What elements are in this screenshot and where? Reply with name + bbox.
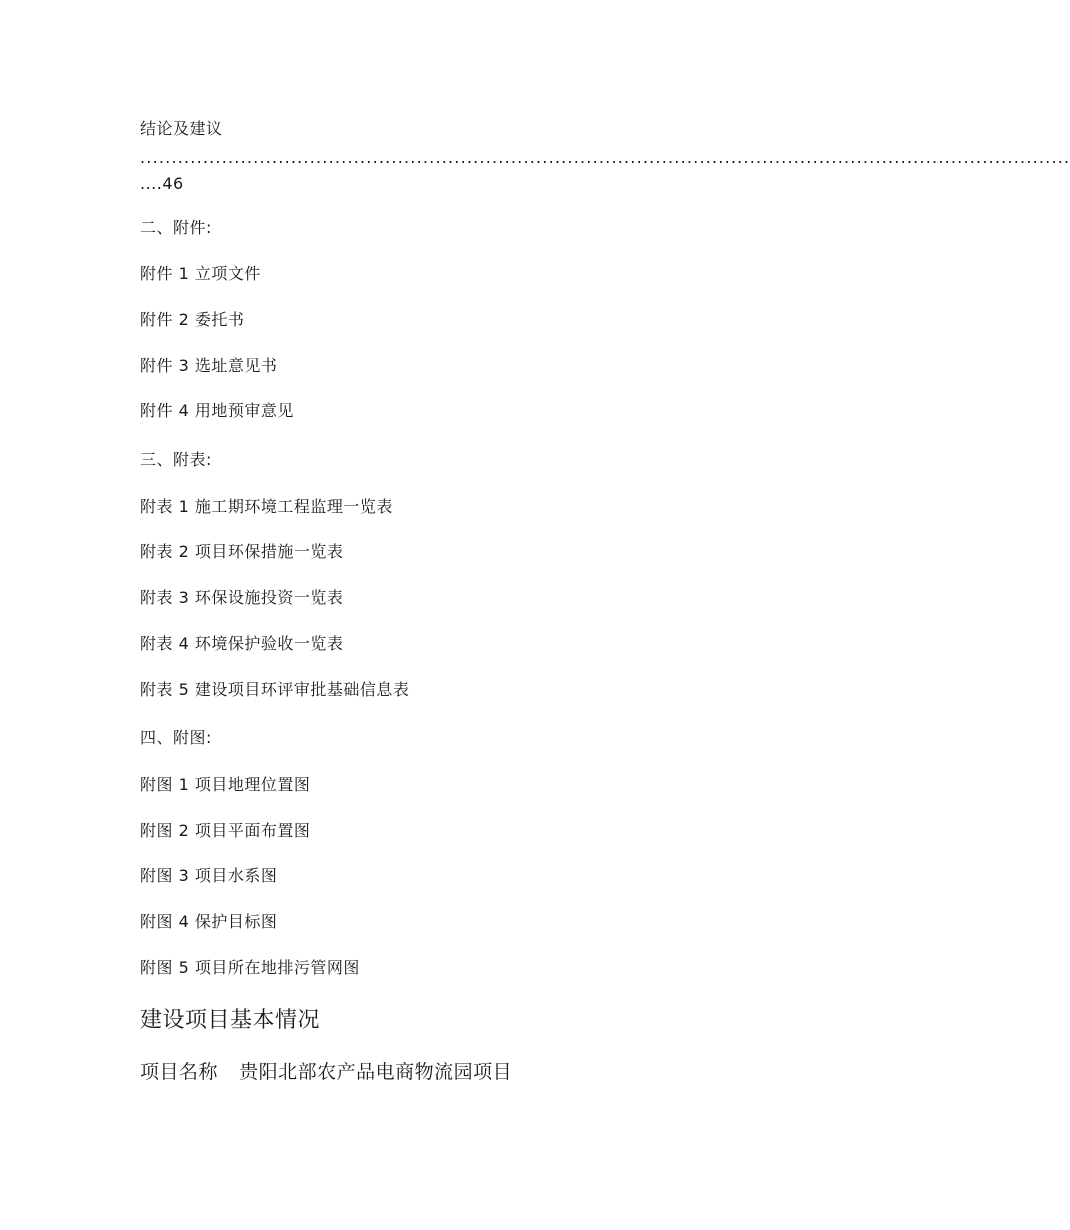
- attachments-heading: 二、附件:: [140, 218, 212, 237]
- table-item: 附表 2 项目环保措施一览表: [140, 542, 344, 561]
- figure-item: 附图 3 项目水系图: [140, 866, 278, 885]
- project-name-value: 贵阳北部农产品电商物流园项目: [239, 1061, 513, 1083]
- tables-heading: 三、附表:: [140, 450, 212, 469]
- figure-item: 附图 4 保护目标图: [140, 912, 278, 931]
- figure-item: 附图 5 项目所在地排污管网图: [140, 958, 360, 977]
- attachment-item: 附件 4 用地预审意见: [140, 401, 294, 420]
- attachment-item: 附件 3 选址意见书: [140, 356, 278, 375]
- table-item: 附表 3 环保设施投资一览表: [140, 588, 344, 607]
- figure-item: 附图 1 项目地理位置图: [140, 775, 311, 794]
- figures-heading: 四、附图:: [140, 728, 212, 747]
- attachment-item: 附件 2 委托书: [140, 310, 245, 329]
- project-name-row: [140, 1060, 512, 1084]
- figure-item: 附图 2 项目平面布置图: [140, 821, 311, 840]
- table-item: 附表 1 施工期环境工程监理一览表: [140, 497, 393, 516]
- toc-leader-dots: ....................................................................................................................................................: [140, 148, 1070, 167]
- table-item: 附表 5 建设项目环评审批基础信息表: [140, 680, 410, 699]
- toc-conclusion-page: ....46: [140, 174, 184, 193]
- attachment-item: 附件 1 立项文件: [140, 264, 261, 283]
- section-title: 建设项目基本情况: [140, 1008, 321, 1033]
- project-name-label: 项目名称: [140, 1061, 219, 1083]
- toc-conclusion-label: 结论及建议: [140, 119, 223, 138]
- table-item: 附表 4 环境保护验收一览表: [140, 634, 344, 653]
